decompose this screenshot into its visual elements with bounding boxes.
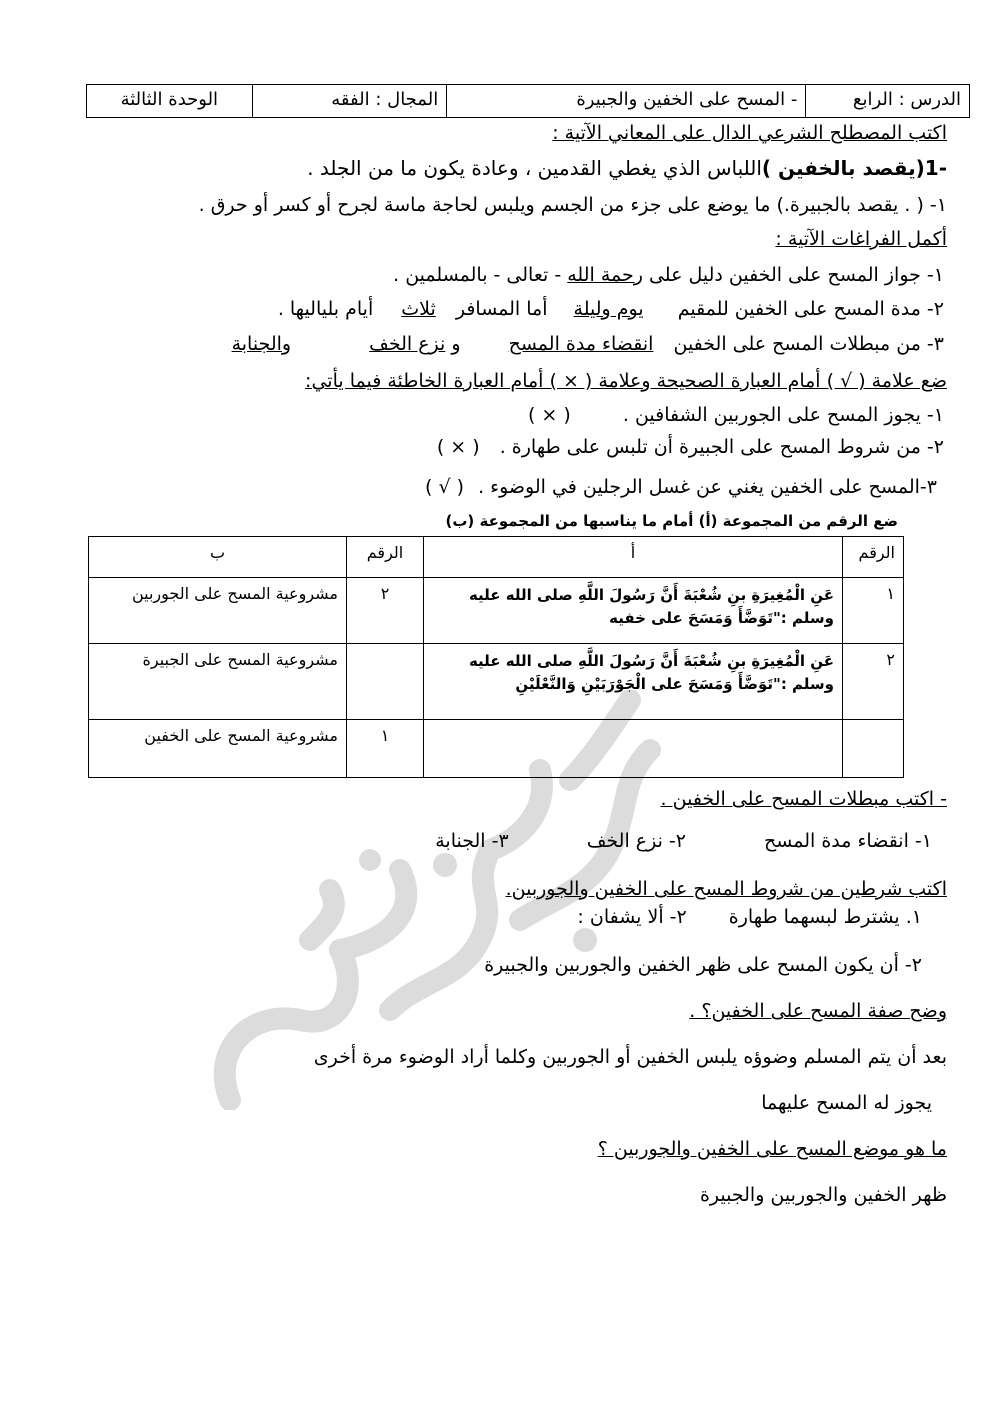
row-answer-num xyxy=(347,644,424,720)
method-answer-2: يجوز له المسح عليهما xyxy=(761,1092,932,1114)
header-group-a: أ xyxy=(424,537,843,578)
fill-item-1 xyxy=(45,264,944,288)
location-answer: ظهر الخفين والجوربين والجبيرة xyxy=(699,1184,947,1206)
row-answer-num: ٢ xyxy=(347,578,424,644)
row-num: ٢ xyxy=(843,644,904,720)
fill-item-2-text-mid: أما المسافر xyxy=(455,298,548,320)
row-hadith xyxy=(424,720,843,778)
section-method-title: وضح صفة المسح على الخفين؟ . xyxy=(689,1000,947,1022)
term-item-2: ١- ( . يقصد بالجبيرة.) ما يوضع على جزء من الجسم ويلبس لحاجة ماسة لجرح أو كسر أو حرق . xyxy=(198,194,947,216)
row-topic: مشروعية المسح على الجوربين xyxy=(89,578,347,644)
fill-item-3-and-1: و xyxy=(451,333,461,355)
truefalse-item-1 xyxy=(45,404,944,428)
fill-item-3 xyxy=(45,333,944,357)
term-item-1-rest: اللباس الذي يغطي القدمين ، وعادة يكون ما من الجلد . xyxy=(307,156,762,180)
truefalse-item-3-text: ٣-المسح على الخفين يغني عن غسل الرجلين في الوضوء . xyxy=(478,476,937,498)
condition-3: ٢- أن يكون المسح على ظهر الخفين والجوربين والجبيرة xyxy=(484,954,922,976)
row-num: ١ xyxy=(843,578,904,644)
fill-item-3-answer-2: نزع الخف xyxy=(369,333,446,355)
invalidators-answers xyxy=(45,830,932,854)
invalidator-1: ١- انقضاء مدة المسح xyxy=(764,830,932,852)
header-num-b: الرقم xyxy=(347,537,424,578)
truefalse-item-2-mark: ( × ) xyxy=(436,436,480,458)
section-location-title: ما هو موضع المسح على الخفين والجوربين ؟ xyxy=(597,1138,947,1160)
header-field: المجال : الفقه xyxy=(252,85,447,117)
fill-item-2-answer-1: يوم وليلة xyxy=(573,298,644,320)
section-fill-title: أكمل الفراغات الآتية : xyxy=(775,228,947,250)
row-topic: مشروعية المسح على الجبيرة xyxy=(89,644,347,720)
section-truefalse-title: ضع علامة ( √ ) أمام العبارة الصحيحة وعلامة ( × ) أمام العبارة الخاطئة فيما يأتي: xyxy=(305,370,947,392)
matching-table xyxy=(88,536,904,778)
section-invalidators-title: - اكتب مبطلات المسح على الخفين . xyxy=(660,788,947,810)
condition-2: ٢- ألا يشفان : xyxy=(577,906,687,928)
table-row xyxy=(89,644,904,720)
term-item-1 xyxy=(45,156,947,181)
header-num-a: الرقم xyxy=(843,537,904,578)
fill-item-3-and-2: و xyxy=(281,333,292,355)
table-row xyxy=(89,578,904,644)
row-hadith: عَنِ الْمُغِيرَةِ بنِ شُعْبَةَ أَنَّ رَسُولَ اللَّهِ صلى الله عليه وسلم :"تَوَضَّأَ وَمَسَحَ على خفيه xyxy=(424,578,843,644)
fill-item-1-text: ١- جواز المسح على الخفين دليل على xyxy=(642,264,944,286)
section-conditions-title: اكتب شرطين من شروط المسح على الخفين والجوربين. xyxy=(505,878,947,900)
fill-item-2 xyxy=(45,298,944,322)
truefalse-item-2 xyxy=(45,436,944,460)
header-group-b: ب xyxy=(89,537,347,578)
truefalse-item-1-text: ١- يجوز المسح على الجوربين الشفافين . xyxy=(622,404,944,426)
matching-title: ضع الرقم من المجموعة (أ) أمام ما يناسبها من المجموعة (ب) xyxy=(445,512,898,530)
conditions-line-1 xyxy=(45,906,922,930)
section-terms-title: اكتب المصطلح الشرعي الدال على المعاني الآتية : xyxy=(552,122,947,144)
invalidator-3: ٣- الجنابة xyxy=(435,830,509,852)
lesson-header xyxy=(86,84,970,118)
truefalse-item-3 xyxy=(45,476,937,500)
fill-item-3-text: ٣- من مبطلات المسح على الخفين xyxy=(673,333,944,355)
header-lesson: الدرس : الرابع xyxy=(805,85,969,117)
truefalse-item-3-mark: ( √ ) xyxy=(425,476,465,498)
truefalse-item-2-text: ٢- من شروط المسح على الجبيرة أن تلبس على طهارة . xyxy=(499,436,944,458)
fill-item-2-text: ٢- مدة المسح على الخفين للمقيم xyxy=(677,298,944,320)
condition-1: ١. يشترط لبسهما طهارة xyxy=(728,906,922,928)
header-unit: الوحدة الثالثة xyxy=(120,89,219,110)
method-answer-1: بعد أن يتم المسلم وضوؤه يلبس الخفين أو الجوربين وكلما أراد الوضوء مرة أخرى xyxy=(313,1046,947,1068)
fill-item-3-answer-1: انقضاء مدة المسح xyxy=(508,333,654,355)
fill-item-1-text-end: - تعالى - بالمسلمين . xyxy=(393,264,568,286)
invalidator-2: ٢- نزع الخف xyxy=(586,830,686,852)
term-item-1-prefix: -1(يقصد بالخفين ) xyxy=(761,156,947,180)
fill-item-2-text-end: أيام بلياليها . xyxy=(277,298,374,320)
fill-item-2-answer-2: ثلاث xyxy=(401,298,436,320)
matching-header-row xyxy=(89,537,904,578)
row-answer-num: ١ xyxy=(347,720,424,778)
row-topic: مشروعية المسح على الخفين xyxy=(89,720,347,778)
truefalse-item-1-mark: ( × ) xyxy=(527,404,571,426)
table-row xyxy=(89,720,904,778)
fill-item-1-answer: رحمة الله xyxy=(567,264,643,286)
row-num xyxy=(843,720,904,778)
row-hadith: عَنِ الْمُغِيرَةِ بنِ شُعْبَةَ أَنَّ رَسُولَ اللَّهِ صلى الله عليه وسلم :"تَوَضَّأَ وَمَسَحَ على الْجَوْرَبَيْنِ وَالنَّعْلَيْنِ xyxy=(424,644,843,720)
header-topic: - المسح على الخفين والجبيرة xyxy=(446,85,805,117)
fill-item-3-answer-3: الجنابة xyxy=(231,333,282,355)
